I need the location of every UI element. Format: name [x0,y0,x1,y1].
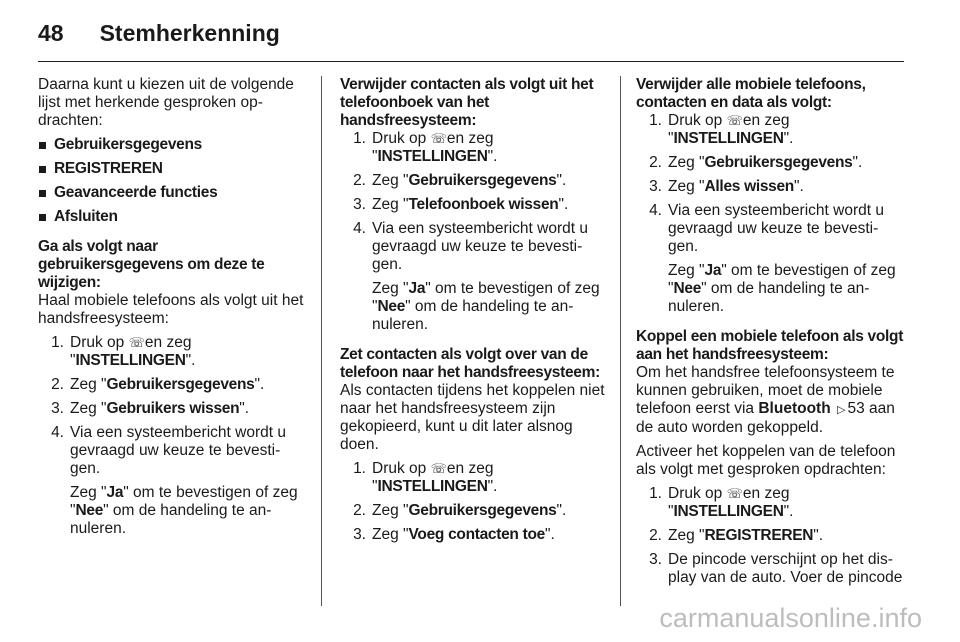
step-list [340,130,610,334]
list-item: Gebruikersgegevens [38,136,310,154]
watermark: carmanualsonline.info [659,603,922,633]
bullet-square-icon [39,142,46,149]
list-item: 3. Zeg "Gebruikers wissen". [51,400,250,417]
bullet-square-icon [39,214,46,221]
phone-voice-icon: ☏ [430,131,447,146]
list-item: 2. Zeg "Gebruikersgegevens". [51,376,265,393]
list-item: 1. Druk op ☏ en zeg "INSTELLINGEN". [649,485,794,520]
column-divider [620,76,621,606]
list-item: Afsluiten [38,208,310,226]
bullet-square-icon [39,190,46,197]
list-item: 2. Zeg "REGISTREREN". [649,527,824,544]
list-item: 3. Zeg "Voeg contacten toe". [353,526,555,543]
phone-voice-icon: ☏ [128,335,145,350]
step-list [340,460,610,544]
page-header [38,16,280,50]
list-item: 1. Druk op ☏ en zeg "INSTELLINGEN". [649,112,794,147]
list-item: 4. Via een systeembericht wordt u gevraagd uw keuze te bevesti-gen. Zeg "Ja" om te bevestigen of zeg "Nee" om de handeling te an-nuleren. [649,202,896,315]
paragraph: Om het handsfree telefoonsysteem te kunnen gebruiken, moet de mobiele telefoon eerst via Bluetooth ▷ 53 aan de auto worden gekoppeld. [636,364,895,436]
phone-voice-icon: ☏ [726,486,743,501]
step-list [38,334,310,538]
step-list [636,112,906,316]
page-number: 48 [38,19,64,46]
paragraph: Als contacten tijdens het koppelen niet naar het handsfreesysteem zijn gekopieerd, kunt u dit later alsnog doen. [340,382,605,453]
section-heading: Verwijder contacten als volgt uit het telefoonboek van het handsfreesysteem: [340,76,594,129]
header-rule [38,61,904,62]
list-item: 4. Via een systeembericht wordt u gevraagd uw keuze te bevesti-gen. Zeg "Ja" om te bevestigen of zeg "Nee" om de handeling te an-nuleren. [51,424,298,537]
column-1 [38,76,310,550]
page-title: Stemherkenning [99,19,280,46]
list-item: 3. Zeg "Alles wissen". [649,178,804,195]
column-2 [340,76,610,556]
list-item: 1. Druk op ☏ en zeg "INSTELLINGEN". [353,460,498,495]
paragraph: Activeer het koppelen van de telefoon als volgt met gesproken opdrachten: [636,443,896,478]
list-item: 2. Zeg "Gebruikersgegevens". [353,502,567,519]
section-heading: Ga als volgt naar gebruikersgegevens om deze te wijzigen: [38,238,265,291]
list-item: 4. Via een systeembericht wordt u gevraagd uw keuze te bevesti-gen. Zeg "Ja" om te bevestigen of zeg "Nee" om de handeling te an-nuleren. [353,220,600,333]
intro-text: Daarna kunt u kiezen uit de volgende lijst met herkende gesproken op-drachten: [38,76,294,129]
phone-voice-icon: ☏ [430,461,447,476]
list-item: 2. Zeg "Gebruikersgegevens". [649,154,863,171]
list-item: Geavanceerde functies [38,184,310,202]
list-item: 3. De pincode verschijnt op het dis-play van de auto. Voer de pincode [649,551,903,586]
list-item: 3. Zeg "Telefoonboek wissen". [353,196,569,213]
paragraph: Haal mobiele telefoons als volgt uit het handsfreesysteem: [38,292,304,327]
phone-voice-icon: ☏ [726,113,743,128]
list-item: 2. Zeg "Gebruikersgegevens". [353,172,567,189]
section-heading: Zet contacten als volgt over van de telefoon naar het handsfreesysteem: [340,346,600,381]
step-list [636,485,906,587]
column-divider [321,76,322,606]
list-item: 1. Druk op ☏ en zeg "INSTELLINGEN". [51,334,196,369]
list-item: 1. Druk op ☏ en zeg "INSTELLINGEN". [353,130,498,165]
page-ref-arrow-icon: ▷ [837,404,846,416]
column-3 [636,76,906,599]
section-heading: Verwijder alle mobiele telefoons, contacten en data als volgt: [636,76,866,111]
command-list [38,136,310,226]
list-item: REGISTREREN [38,160,310,178]
section-heading: Koppel een mobiele telefoon als volgt aan het handsfreesysteem: [636,328,904,363]
bullet-square-icon [39,166,46,173]
